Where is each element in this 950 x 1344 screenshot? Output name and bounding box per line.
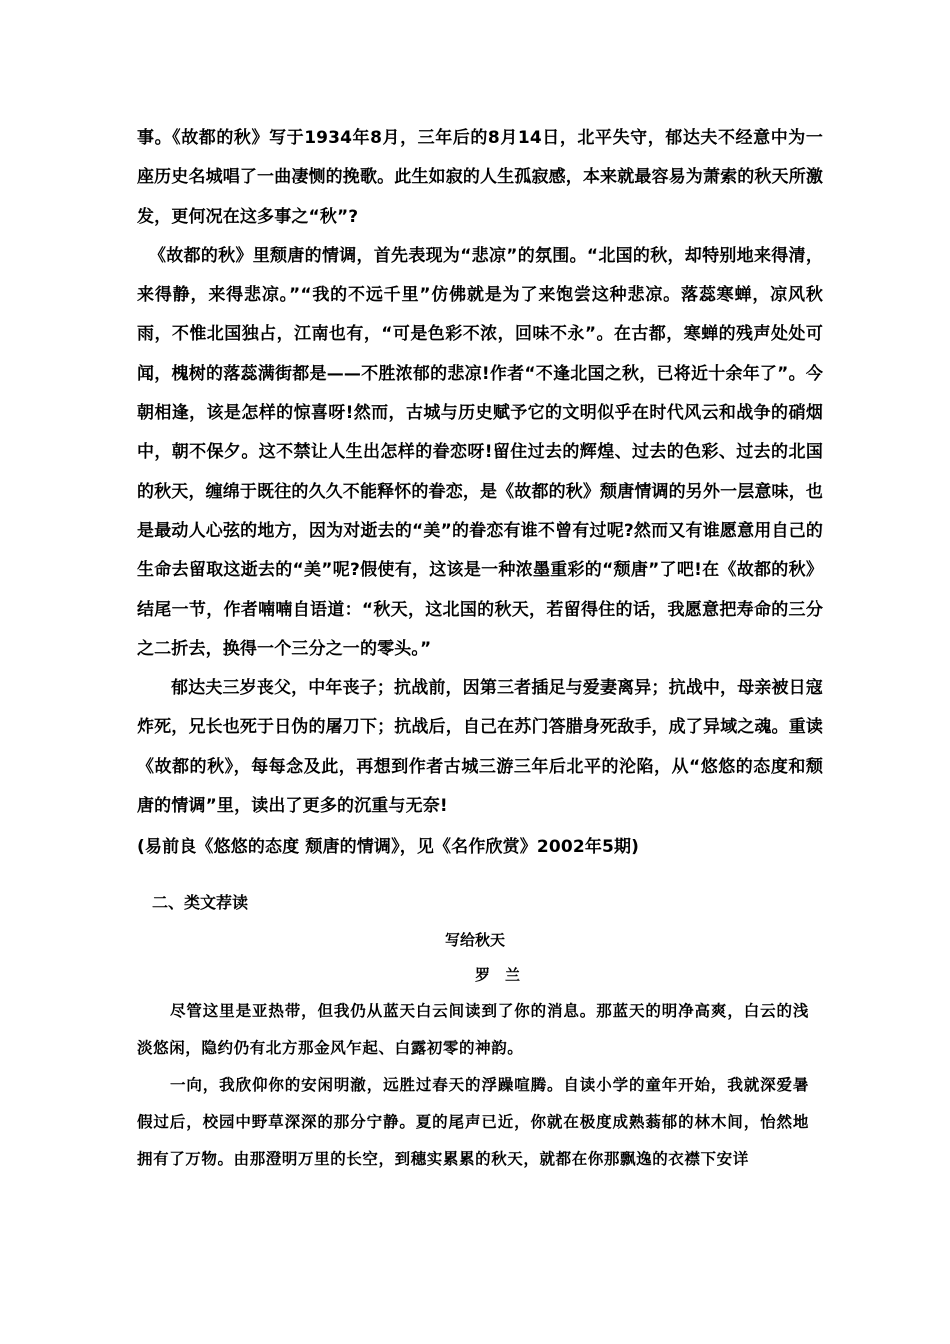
article-body [137, 992, 809, 1177]
essay-source-citation: (易前良《悠悠的态度 颓唐的情调》，见《名作欣赏》2002年5期) [137, 837, 640, 858]
section-heading: 二、类文荐读 [152, 893, 249, 912]
essay-paragraph-2: 《故都的秋》里颓唐的情调，首先表现为“悲凉”的氛围。“北国的秋，却特别地来得清，来得静，来得悲凉。”“我的不远千里”仿佛就是为了来饱尝这种悲凉。落蕊寒蝉，凉风秋雨，不惟北国独占，江南也有，“可是色彩不浓，回味不永”。在古都，寒蝉的残声处处可闻，槐树的落蕊满街都是——不胜浓郁的悲凉!作者“不逢北国之秋，已将近十余年了”。今朝相逢，该是怎样的惊喜呀!然而，古城与历史赋予它的文明似乎在时代风云和战争的硝烟中，朝不保夕。这不禁让人生出怎样的眷恋呀!留住过去的辉煌、过去的色彩、过去的北国的秋天，缠绵于既往的久久不能释怀的眷恋，是《故都的秋》颓唐情调的另外一层意味，也是最动人心弦的地方，因为对逝去的“美”的眷恋有谁不曾有过呢?然而又有谁愿意用自己的生命去留取这逝去的“美”呢?假使有，这该是一种浓墨重彩的“颓唐”了吧!在《故都的秋》结尾一节，作者喃喃自语道：“秋天，这北国的秋天，若留得住的话，我愿意把寿命的三分之二折去，换得一个三分之一的零头。” [137, 245, 823, 659]
article-title: 写给秋天 [444, 931, 505, 949]
article-paragraph-2: 一向，我欣仰你的安闲明澈，远胜过春天的浮躁喧腾。自读小学的童年开始，我就深爱暑假过后，校园中野草深深的那分宁静。夏的尾声已近，你就在极度成熟蓊郁的林木间，怡然地拥有了万物。由那澄明万里的长空，到穗实累累的秋天，就都在你那飘逸的衣襟下安详 [137, 1075, 809, 1168]
essay-paragraph-1: 事。《故都的秋》写于1934年8月，三年后的8月14日，北平失守，郁达夫不经意中为一座历史名城唱了一曲凄恻的挽歌。此生如寂的人生孤寂感，本来就最容易为萧索的秋天所激发，更何况在这多事之“秋”? [137, 128, 823, 227]
essay-paragraph-3: 郁达夫三岁丧父，中年丧子；抗战前，因第三者插足与爱妻离异；抗战中，母亲被日寇炸死，兄长也死于日伪的屠刀下；抗战后，自己在苏门答腊身死敌手，成了异域之魂。重读《故都的秋》，每每念及此，再想到作者古城三游三年后北平的沦陷，从“悠悠的态度和颓唐的情调”里，读出了更多的沉重与无奈! [137, 678, 823, 817]
article-author: 罗 兰 [474, 966, 520, 984]
article-paragraph-1: 尽管这里是亚热带，但我仍从蓝天白云间读到了你的消息。那蓝天的明净高爽，白云的浅淡悠闲，隐约仍有北方那金风乍起、白露初零的神韵。 [137, 1001, 809, 1057]
essay-excerpt [137, 119, 823, 868]
